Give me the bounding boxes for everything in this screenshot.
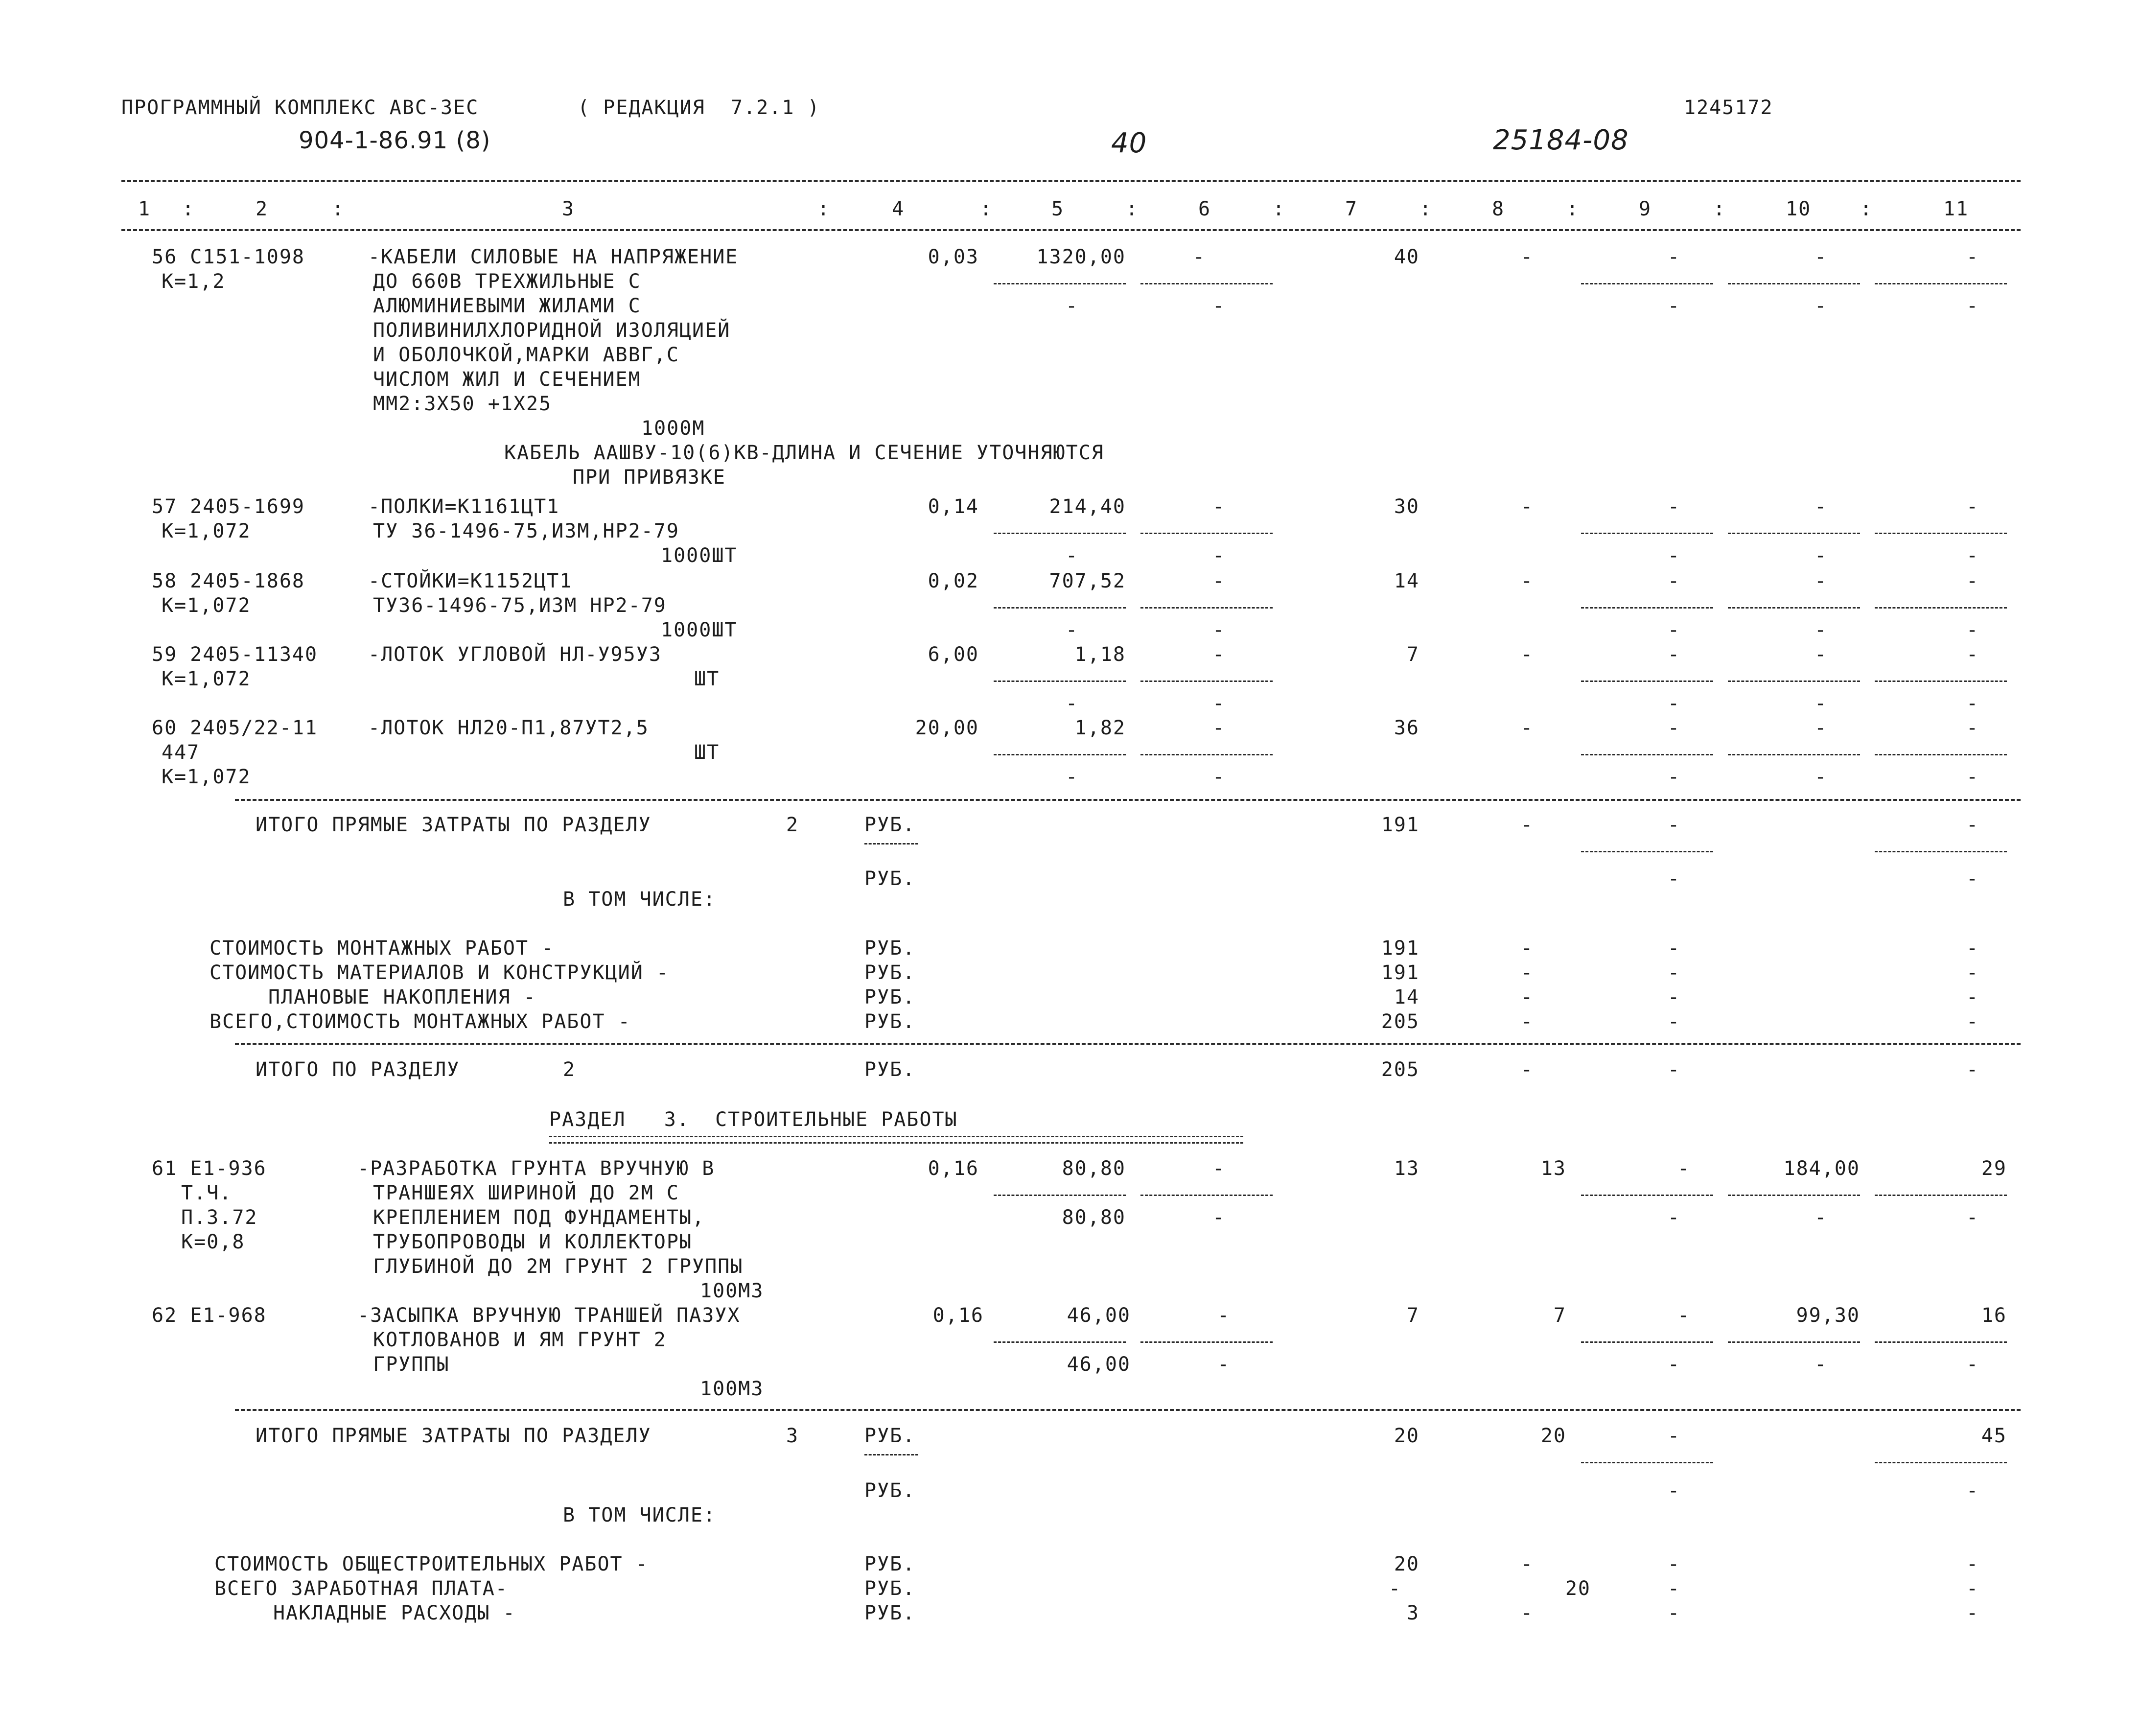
sub-rule xyxy=(1140,1195,1273,1196)
total-direct-section: 2 xyxy=(786,814,799,836)
sub-rule xyxy=(864,843,918,845)
col-sep: : xyxy=(1860,198,1872,220)
document-number: 1245172 xyxy=(1684,96,1773,119)
col-sep: : xyxy=(817,198,830,220)
empty-dash: - xyxy=(1212,1157,1226,1180)
currency-label: РУБ. xyxy=(864,986,916,1009)
row-coefficient: К=0,8 xyxy=(181,1231,245,1253)
total-value: 30 xyxy=(1394,495,1419,518)
sub-rule xyxy=(1875,1341,2007,1343)
cost-breakdown-label: СТОИМОСТЬ МАТЕРИАЛОВ И КОНСТРУКЦИЙ - xyxy=(209,962,669,984)
row-note: ПРИ ПРИВЯЗКЕ xyxy=(573,466,726,489)
row-unit: 100М3 xyxy=(700,1280,764,1302)
row-coefficient: К=1,072 xyxy=(162,766,251,788)
cost-breakdown-label: СТОИМОСТЬ ОБЩЕСТРОИТЕЛЬНЫХ РАБОТ - xyxy=(214,1553,649,1575)
sub-rule xyxy=(994,754,1126,755)
quantity-value: 0,02 xyxy=(928,570,979,592)
empty-dash: - xyxy=(1520,1058,1534,1081)
empty-dash: - xyxy=(1966,1010,1979,1033)
empty-dash: - xyxy=(1212,1206,1226,1229)
total-value: 7 xyxy=(1406,643,1419,666)
empty-dash: - xyxy=(1966,1553,1979,1575)
empty-dash: - xyxy=(1667,643,1681,666)
empty-dash: - xyxy=(1520,717,1534,739)
empty-dash: - xyxy=(1520,495,1534,518)
row-unit: 100М3 xyxy=(700,1378,764,1400)
section-title-underline xyxy=(549,1136,1243,1144)
empty-dash: - xyxy=(1212,619,1226,641)
empty-dash: - xyxy=(1520,1553,1534,1575)
empty-dash: - xyxy=(1667,962,1681,984)
empty-dash: - xyxy=(1667,295,1681,317)
empty-dash: - xyxy=(1520,643,1534,666)
empty-dash: - xyxy=(1520,937,1534,960)
sub-rule xyxy=(1728,754,1860,755)
row-coefficient: К=1,2 xyxy=(162,270,226,293)
empty-dash: - xyxy=(1966,1058,1979,1081)
empty-dash: - xyxy=(1520,986,1534,1009)
sub-rule xyxy=(1140,754,1273,755)
col-sep: : xyxy=(1419,198,1432,220)
sub-rule xyxy=(864,1454,918,1455)
sub-rule xyxy=(1140,283,1273,284)
empty-dash: - xyxy=(1667,1425,1681,1447)
section-total-label: ИТОГО ПО РАЗДЕЛУ xyxy=(256,1058,460,1081)
empty-dash: - xyxy=(1814,619,1828,641)
row-unit: ШТ xyxy=(694,741,720,764)
row-description-line: -КАБЕЛИ СИЛОВЫЕ НА НАПРЯЖЕНИЕ xyxy=(368,246,739,268)
empty-dash: - xyxy=(1667,766,1681,788)
empty-dash: - xyxy=(1667,1206,1681,1229)
empty-dash: - xyxy=(1667,937,1681,960)
empty-dash: - xyxy=(1966,1206,1979,1229)
labor-total-value: 45 xyxy=(1981,1425,2007,1447)
col-sep: : xyxy=(1126,198,1138,220)
labor-total-value: 16 xyxy=(1981,1304,2007,1327)
row-unit: 1000ШТ xyxy=(661,544,738,567)
row-description-line: ДО 660В ТРЕХЖИЛЬНЫЕ С xyxy=(373,270,641,293)
col-header-4: 4 xyxy=(892,198,905,220)
empty-dash: - xyxy=(1966,692,1979,715)
sub-rule xyxy=(1581,533,1713,534)
including-label: В ТОМ ЧИСЛЕ: xyxy=(563,888,716,911)
col-header-2: 2 xyxy=(256,198,269,220)
sub-rule xyxy=(1875,754,2007,755)
col-sep: : xyxy=(1566,198,1579,220)
empty-dash: - xyxy=(1966,962,1979,984)
sub-rule xyxy=(1728,680,1860,682)
unit-price-value: 214,40 xyxy=(1049,495,1126,518)
col-header-9: 9 xyxy=(1639,198,1652,220)
empty-dash: - xyxy=(1966,868,1979,890)
empty-dash: - xyxy=(1814,717,1828,739)
col-header-5: 5 xyxy=(1051,198,1065,220)
including-label: В ТОМ ЧИСЛЕ: xyxy=(563,1504,716,1526)
total-value: 205 xyxy=(1381,1058,1419,1081)
sub-rule xyxy=(1875,283,2007,284)
empty-dash: - xyxy=(1520,814,1534,836)
empty-dash: - xyxy=(1212,643,1226,666)
empty-dash: - xyxy=(1212,295,1226,317)
empty-dash: - xyxy=(1065,544,1079,567)
sub-rule xyxy=(1140,533,1273,534)
row-description-line: ММ2:3Х50 +1Х25 xyxy=(373,393,552,415)
sub-rule xyxy=(1140,1341,1273,1343)
sub-rule xyxy=(994,533,1126,534)
col-sep: : xyxy=(1713,198,1725,220)
currency-label: РУБ. xyxy=(864,868,916,890)
sub-rule xyxy=(1728,607,1860,609)
row-code-continuation: Т.Ч. xyxy=(181,1182,233,1204)
unit-price-value: 80,80 xyxy=(1062,1157,1126,1180)
empty-dash: - xyxy=(1520,1602,1534,1624)
cost-breakdown-label: НАКЛАДНЫЕ РАСХОДЫ - xyxy=(273,1602,516,1624)
currency-label: РУБ. xyxy=(864,1058,916,1081)
row-description-line: ПОЛИВИНИЛХЛОРИДНОЙ ИЗОЛЯЦИЕЙ xyxy=(373,319,731,342)
currency-label: РУБ. xyxy=(864,1553,916,1575)
sub-rule xyxy=(1875,1195,2007,1196)
empty-dash: - xyxy=(1667,495,1681,518)
empty-dash: - xyxy=(1217,1304,1231,1327)
empty-dash: - xyxy=(1966,937,1979,960)
edition-label: ( РЕДАКЦИЯ 7.2.1 ) xyxy=(578,96,820,119)
sub-rule xyxy=(1581,754,1713,755)
empty-dash: - xyxy=(1814,295,1828,317)
total-value: 205 xyxy=(1381,1010,1419,1033)
col-header-8: 8 xyxy=(1492,198,1505,220)
sub-rule xyxy=(1728,1195,1860,1196)
quantity-value: 0,03 xyxy=(928,246,979,268)
wage-value: 7 xyxy=(1553,1304,1566,1327)
empty-dash: - xyxy=(1966,246,1979,268)
quantity-value: 0,16 xyxy=(932,1304,984,1327)
sub-rule xyxy=(1140,607,1273,609)
empty-dash: - xyxy=(1814,544,1828,567)
unit-price-value: 1,82 xyxy=(1074,717,1126,739)
empty-dash: - xyxy=(1065,295,1079,317)
empty-dash: - xyxy=(1520,246,1534,268)
col-header-6: 6 xyxy=(1198,198,1211,220)
empty-dash: - xyxy=(1667,986,1681,1009)
empty-dash: - xyxy=(1966,1602,1979,1624)
empty-dash: - xyxy=(1667,619,1681,641)
unit-price-value: 1,18 xyxy=(1074,643,1126,666)
sub-rule xyxy=(1728,283,1860,284)
empty-dash: - xyxy=(1667,246,1681,268)
currency-label: РУБ. xyxy=(864,1577,916,1600)
row-description-line: -ПОЛКИ=К1161ЦТ1 xyxy=(368,495,560,518)
rule-under-header xyxy=(121,229,2021,231)
empty-dash: - xyxy=(1966,1479,1979,1502)
empty-dash: - xyxy=(1667,1010,1681,1033)
empty-dash: - xyxy=(1966,643,1979,666)
sub-rule xyxy=(1875,680,2007,682)
total-value: 191 xyxy=(1381,937,1419,960)
empty-dash: - xyxy=(1520,962,1534,984)
empty-dash: - xyxy=(1814,643,1828,666)
sub-rule xyxy=(1581,283,1713,284)
row-description-line: -ЛОТОК НЛ20-П1,87УТ2,5 xyxy=(368,717,649,739)
row-code: 56 С151-1098 xyxy=(152,246,305,268)
row-unit: ШТ xyxy=(694,668,720,690)
cost-breakdown-label: ВСЕГО ЗАРАБОТНАЯ ПЛАТА- xyxy=(214,1577,508,1600)
total-value: 36 xyxy=(1394,717,1419,739)
total-value: 13 xyxy=(1394,1157,1419,1180)
empty-dash: - xyxy=(1667,1602,1681,1624)
row-description-line: -РАЗРАБОТКА ГРУНТА ВРУЧНУЮ В xyxy=(357,1157,715,1180)
empty-dash: - xyxy=(1667,1577,1681,1600)
empty-dash: - xyxy=(1814,246,1828,268)
empty-dash: - xyxy=(1212,766,1226,788)
empty-dash: - xyxy=(1667,717,1681,739)
empty-dash: - xyxy=(1212,570,1226,592)
empty-dash: - xyxy=(1966,544,1979,567)
total-value: 14 xyxy=(1394,986,1419,1009)
row-description-line: ТРУБОПРОВОДЫ И КОЛЛЕКТОРЫ xyxy=(373,1231,693,1253)
quantity-value: 0,16 xyxy=(928,1157,979,1180)
currency-label: РУБ. xyxy=(864,1010,916,1033)
sub-rule xyxy=(1581,1462,1713,1463)
cost-breakdown-label: ВСЕГО,СТОИМОСТЬ МОНТАЖНЫХ РАБОТ - xyxy=(209,1010,631,1033)
total-value: 191 xyxy=(1381,962,1419,984)
col-header-3: 3 xyxy=(562,198,575,220)
sub-rule xyxy=(1875,851,2007,852)
section-total-number: 2 xyxy=(563,1058,576,1081)
quantity-value: 0,14 xyxy=(928,495,979,518)
row-description-line: -СТОЙКИ=К1152ЦТ1 xyxy=(368,570,573,592)
empty-dash: - xyxy=(1966,986,1979,1009)
sub-rule xyxy=(1875,607,2007,609)
total-value: 191 xyxy=(1381,814,1419,836)
program-title: ПРОГРАММНЫЙ КОМПЛЕКС АВС-3ЕС xyxy=(121,96,479,119)
rule-section-3-end xyxy=(235,1409,2021,1411)
total-direct-label: ИТОГО ПРЯМЫЕ ЗАТРАТЫ ПО РАЗДЕЛУ xyxy=(256,814,651,836)
total-direct-section: 3 xyxy=(786,1425,799,1447)
labor-total-value: 29 xyxy=(1981,1157,2007,1180)
sub-rule xyxy=(1581,607,1713,609)
total-value: 3 xyxy=(1406,1602,1419,1624)
empty-dash: - xyxy=(1065,619,1079,641)
empty-dash: - xyxy=(1217,1353,1231,1376)
sub-rule xyxy=(994,607,1126,609)
unit-price-value: 1320,00 xyxy=(1036,246,1126,268)
row-description-line: АЛЮМИНИЕВЫМИ ЖИЛАМИ С xyxy=(373,295,641,317)
empty-dash: - xyxy=(1212,692,1226,715)
col-sep: : xyxy=(182,198,194,220)
total-direct-label: ИТОГО ПРЯМЫЕ ЗАТРАТЫ ПО РАЗДЕЛУ xyxy=(256,1425,651,1447)
empty-dash: - xyxy=(1814,1206,1828,1229)
row-coefficient: К=1,072 xyxy=(162,520,251,542)
sub-rule xyxy=(1581,1195,1713,1196)
row-description-line: -ЗАСЫПКА ВРУЧНУЮ ТРАНШЕЙ ПАЗУХ xyxy=(357,1304,741,1327)
row-description-line: ТРАНШЕЯХ ШИРИНОЙ ДО 2М С xyxy=(373,1182,679,1204)
empty-dash: - xyxy=(1814,692,1828,715)
empty-dash: - xyxy=(1212,544,1226,567)
empty-dash: - xyxy=(1814,1353,1828,1376)
empty-dash: - xyxy=(1192,246,1206,268)
col-header-11: 11 xyxy=(1943,198,1969,220)
unit-price-value: 707,52 xyxy=(1049,570,1126,592)
empty-dash: - xyxy=(1814,495,1828,518)
row-code: 58 2405-1868 xyxy=(152,570,305,592)
row-coefficient: К=1,072 xyxy=(162,668,251,690)
empty-dash: - xyxy=(1814,570,1828,592)
empty-dash: - xyxy=(1966,814,1979,836)
col-header-10: 10 xyxy=(1786,198,1812,220)
col-sep: : xyxy=(332,198,344,220)
empty-dash: - xyxy=(1667,868,1681,890)
empty-dash: - xyxy=(1966,1353,1979,1376)
empty-dash: - xyxy=(1065,766,1079,788)
currency-label: РУБ. xyxy=(864,1479,916,1502)
row-unit: 1000М xyxy=(641,417,705,440)
empty-dash: - xyxy=(1966,570,1979,592)
row-description-line: ЧИСЛОМ ЖИЛ И СЕЧЕНИЕМ xyxy=(373,368,641,391)
col-sep: : xyxy=(1273,198,1285,220)
currency-label: РУБ. xyxy=(864,814,916,836)
row-code-continuation: П.3.72 xyxy=(181,1206,258,1229)
quantity-value: 6,00 xyxy=(928,643,979,666)
total-value: 20 xyxy=(1394,1553,1419,1575)
reference-number: 25184-08 xyxy=(1493,124,1629,156)
empty-dash: - xyxy=(1966,295,1979,317)
col-header-7: 7 xyxy=(1345,198,1358,220)
row-note: КАБЕЛЬ ААШВУ-10(6)КВ-ДЛИНА И СЕЧЕНИЕ УТОЧНЯЮТСЯ xyxy=(504,442,1104,464)
empty-dash: - xyxy=(1966,619,1979,641)
sub-rule xyxy=(994,283,1126,284)
col-sep: : xyxy=(980,198,992,220)
total-value: 40 xyxy=(1394,246,1419,268)
total-value: 7 xyxy=(1406,1304,1419,1327)
labor-norm-value: 99,30 xyxy=(1796,1304,1860,1327)
empty-dash: - xyxy=(1677,1157,1691,1180)
empty-dash: - xyxy=(1667,1058,1681,1081)
wage-value: 20 xyxy=(1540,1425,1566,1447)
project-code: 904-1-86.91 (8) xyxy=(299,127,491,154)
row-description-line: ГЛУБИНОЙ ДО 2М ГРУНТ 2 ГРУППЫ xyxy=(373,1255,744,1278)
row-description-line: ТУ 36-1496-75,ИЗМ,НР2-79 xyxy=(373,520,679,542)
empty-dash: - xyxy=(1667,814,1681,836)
sub-rule xyxy=(994,1341,1126,1343)
empty-dash: - xyxy=(1667,570,1681,592)
empty-dash: - xyxy=(1520,1010,1534,1033)
currency-label: РУБ. xyxy=(864,1602,916,1624)
sub-rule xyxy=(994,1195,1126,1196)
currency-label: РУБ. xyxy=(864,937,916,960)
row-description-line: И ОБОЛОЧКОЙ,МАРКИ АВВГ,С xyxy=(373,344,679,366)
row-description-line: КОТЛОВАНОВ И ЯМ ГРУНТ 2 xyxy=(373,1329,667,1351)
unit-price-value: 46,00 xyxy=(1067,1304,1131,1327)
sub-rule xyxy=(1728,533,1860,534)
rule-section-2-end xyxy=(235,799,2021,801)
currency-label: РУБ. xyxy=(864,1425,916,1447)
unit-price-wage-value: 80,80 xyxy=(1062,1206,1126,1229)
total-value: 14 xyxy=(1394,570,1419,592)
row-code-continuation: 447 xyxy=(162,741,200,764)
wage-value: 13 xyxy=(1540,1157,1566,1180)
empty-dash: - xyxy=(1212,717,1226,739)
empty-dash: - xyxy=(1667,1353,1681,1376)
row-code: 62 Е1-968 xyxy=(152,1304,267,1327)
empty-dash: - xyxy=(1667,1553,1681,1575)
sub-rule xyxy=(994,680,1126,682)
empty-dash: - xyxy=(1667,1479,1681,1502)
empty-dash: - xyxy=(1966,766,1979,788)
sub-rule xyxy=(1875,1462,2007,1463)
row-code: 57 2405-1699 xyxy=(152,495,305,518)
total-value: 20 xyxy=(1394,1425,1419,1447)
quantity-value: 20,00 xyxy=(915,717,979,739)
empty-dash: - xyxy=(1065,692,1079,715)
empty-dash: - xyxy=(1212,495,1226,518)
unit-price-wage-value: 46,00 xyxy=(1067,1353,1131,1376)
sub-rule xyxy=(1728,1341,1860,1343)
wage-value: 20 xyxy=(1565,1577,1591,1600)
currency-label: РУБ. xyxy=(864,962,916,984)
empty-dash: - xyxy=(1520,570,1534,592)
sub-rule xyxy=(1581,680,1713,682)
empty-dash: - xyxy=(1677,1304,1691,1327)
rule-top xyxy=(121,180,2021,182)
section-3-title: РАЗДЕЛ 3. СТРОИТЕЛЬНЫЕ РАБОТЫ xyxy=(549,1108,958,1131)
sub-rule xyxy=(1581,851,1713,852)
row-description-line: КРЕПЛЕНИЕМ ПОД ФУНДАМЕНТЫ, xyxy=(373,1206,705,1229)
row-description-line: ГРУППЫ xyxy=(373,1353,450,1376)
empty-dash: - xyxy=(1667,544,1681,567)
sub-rule xyxy=(1581,1341,1713,1343)
rule-section-2-total xyxy=(235,1043,2021,1045)
row-code: 61 Е1-936 xyxy=(152,1157,267,1180)
empty-dash: - xyxy=(1667,692,1681,715)
row-code: 60 2405/22-11 xyxy=(152,717,318,739)
cost-breakdown-label: ПЛАНОВЫЕ НАКОПЛЕНИЯ - xyxy=(268,986,536,1009)
row-description-line: ТУ36-1496-75,ИЗМ НР2-79 xyxy=(373,594,667,617)
sub-rule xyxy=(1875,533,2007,534)
empty-dash: - xyxy=(1388,1577,1402,1600)
empty-dash: - xyxy=(1966,717,1979,739)
page-number: 40 xyxy=(1111,127,1147,159)
row-description-line: -ЛОТОК УГЛОВОЙ НЛ-У95У3 xyxy=(368,643,662,666)
sub-rule xyxy=(1140,680,1273,682)
empty-dash: - xyxy=(1966,1577,1979,1600)
row-coefficient: К=1,072 xyxy=(162,594,251,617)
labor-norm-value: 184,00 xyxy=(1783,1157,1860,1180)
row-code: 59 2405-11340 xyxy=(152,643,318,666)
cost-breakdown-label: СТОИМОСТЬ МОНТАЖНЫХ РАБОТ - xyxy=(209,937,555,960)
col-header-1: 1 xyxy=(138,198,151,220)
row-unit: 1000ШТ xyxy=(661,619,738,641)
empty-dash: - xyxy=(1814,766,1828,788)
empty-dash: - xyxy=(1966,495,1979,518)
